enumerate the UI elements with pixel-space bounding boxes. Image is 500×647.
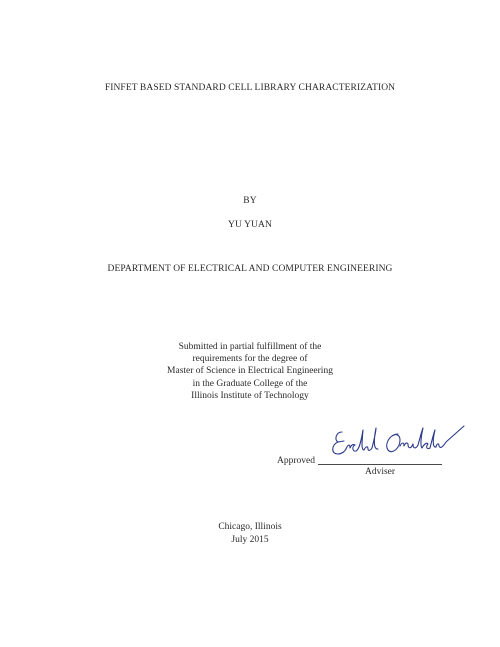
submission-line: requirements for the degree of xyxy=(192,354,308,365)
thesis-title: FINFET BASED STANDARD CELL LIBRARY CHARACTERIZATION xyxy=(104,83,396,93)
submission-line: Submitted in partial fulfillment of the xyxy=(178,342,322,352)
by-label: BY xyxy=(243,196,257,206)
adviser-signature xyxy=(328,420,466,464)
signature-line xyxy=(318,464,442,465)
submission-line: in the Graduate College of the xyxy=(192,378,308,389)
submission-statement xyxy=(0,341,500,402)
department-name: DEPARTMENT OF ELECTRICAL AND COMPUTER ENGINEERING xyxy=(107,264,393,274)
date: July 2015 xyxy=(231,534,269,545)
author-name: YU YUAN xyxy=(228,220,272,230)
submission-line: Master of Science in Electrical Engineering xyxy=(167,366,333,377)
place-and-date xyxy=(0,521,500,546)
approved-label: Approved xyxy=(277,456,315,466)
submission-line: Illinois Institute of Technology xyxy=(191,390,309,401)
adviser-label: Adviser xyxy=(364,467,396,477)
place: Chicago, Illinois xyxy=(218,522,282,532)
